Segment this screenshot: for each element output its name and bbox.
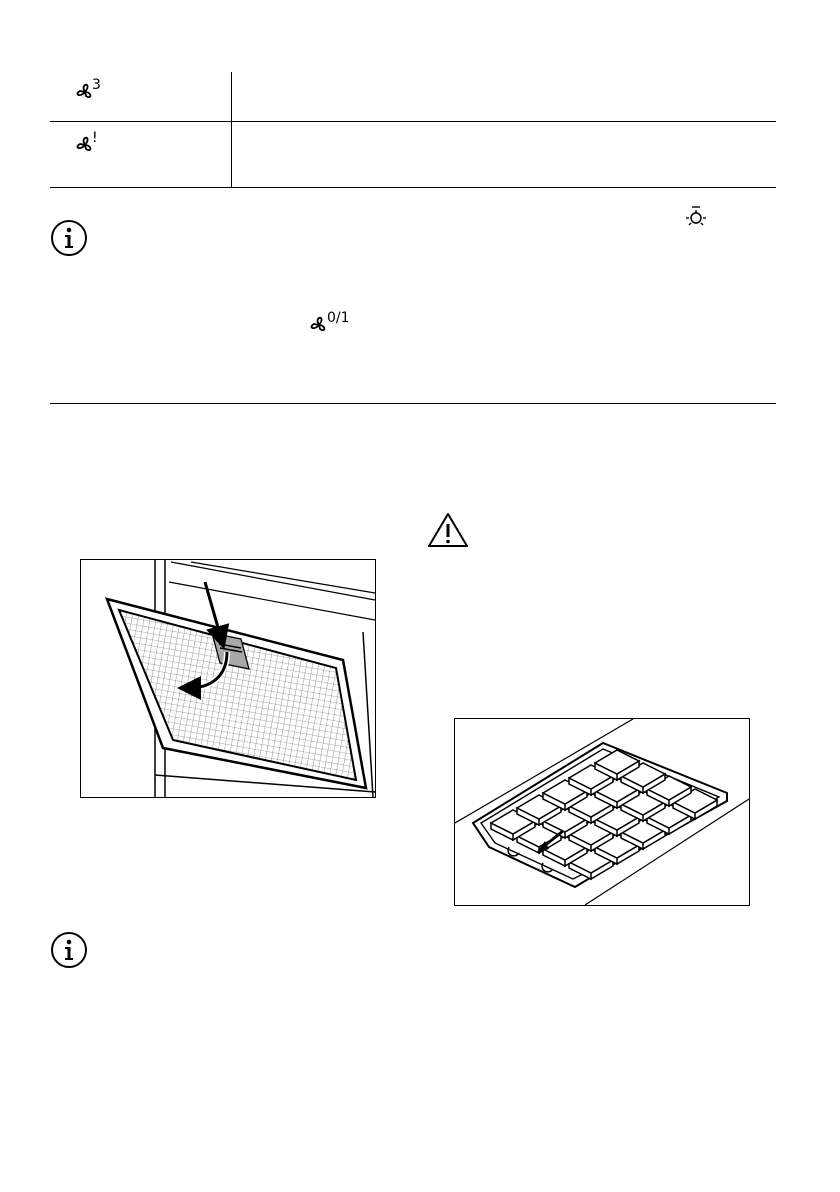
table-bottom-border — [50, 187, 776, 188]
grease-filter-illustration — [80, 559, 376, 798]
table-column-divider — [231, 72, 232, 188]
carbon-filter-illustration — [454, 718, 750, 906]
table-row-divider — [50, 121, 776, 122]
light-bulb-icon — [683, 205, 709, 235]
fan-level-label: 0/1 — [327, 310, 350, 326]
fan-level-label: ! — [92, 130, 98, 146]
info-icon — [50, 219, 88, 257]
fan-level-label: 3 — [92, 77, 101, 93]
info-icon — [50, 931, 88, 969]
warning-triangle-icon — [427, 512, 469, 552]
section-divider — [50, 403, 776, 404]
